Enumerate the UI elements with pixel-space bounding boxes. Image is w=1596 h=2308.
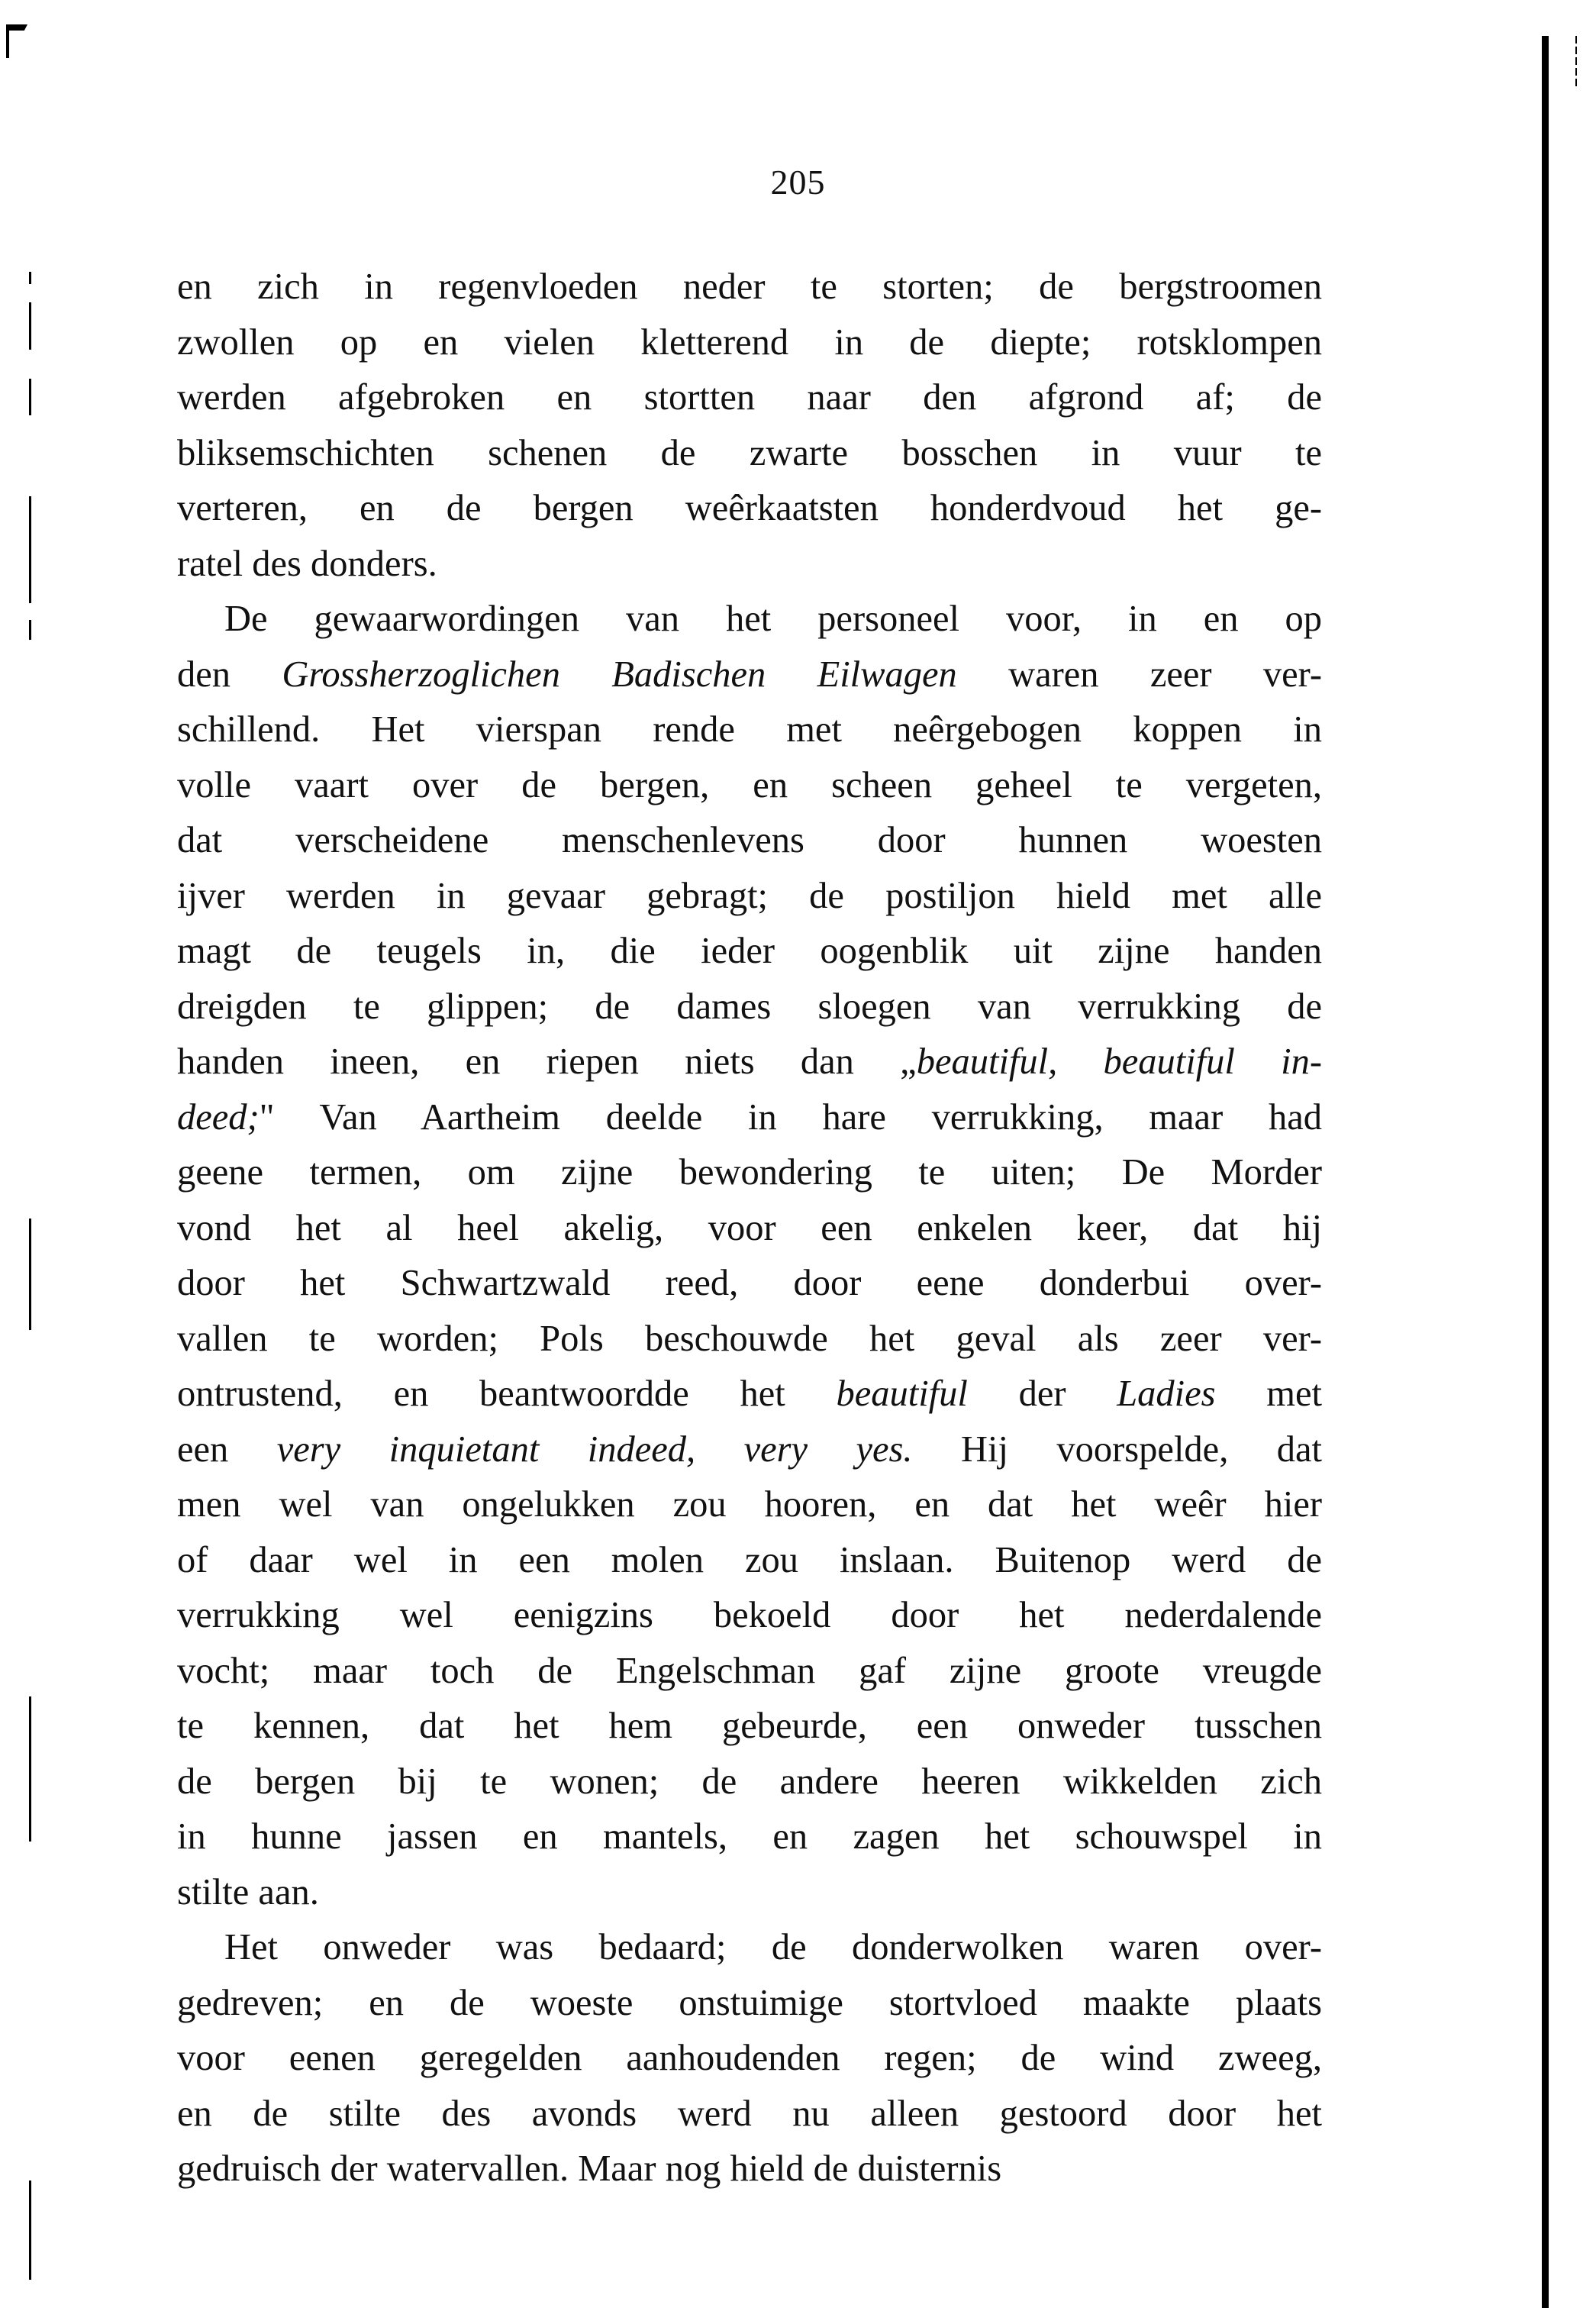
text-run: ratel des donders. [177, 543, 437, 584]
text-run: dreigden te glippen; de dames sloegen van verrukking de [177, 986, 1322, 1027]
text-line [177, 426, 1322, 482]
margin-mark [29, 2180, 31, 2280]
corner-mark-horizontal [6, 24, 27, 31]
text-line [177, 1422, 1322, 1478]
text-run: schillend. Het vierspan rende met neêrgebogen koppen in [177, 709, 1322, 750]
margin-mark [29, 272, 31, 284]
text-run: geene termen, om zijne bewondering te uiten; De Morder [177, 1152, 1322, 1193]
text-run: bliksemschichten schenen de zwarte bosschen in vuur te [177, 432, 1322, 473]
text-run: door het Schwartzwald reed, door eene donderbui over- [177, 1263, 1322, 1303]
text-run: Hij voorspelde, dat [912, 1428, 1323, 1470]
scan-right-edge-rule [1542, 36, 1549, 2308]
text-line [177, 1754, 1322, 1810]
margin-mark [29, 1696, 31, 1842]
text-line [177, 1920, 1322, 1976]
page-number: 205 [770, 163, 826, 202]
margin-mark [29, 302, 31, 350]
text-run: ontrustend, en beantwoordde het [177, 1374, 837, 1414]
text-run: Het onweder was bedaard; de donderwolken waren over- [224, 1927, 1322, 1967]
text-run: volle vaart over de bergen, en scheen geheel te vergeten, [177, 764, 1322, 805]
text-line [177, 702, 1322, 758]
paragraph [177, 260, 1322, 592]
text-line [177, 315, 1322, 371]
text-run: zwollen op en vielen kletterend in de diepte; rotsklompen [177, 321, 1322, 363]
text-line [177, 647, 1322, 703]
text-run: de bergen bij te wonen; de andere heeren wikkelden zich [177, 1761, 1322, 1802]
text-run: magt de teugels in, die ieder oogenblik uit zijne handen [177, 931, 1322, 971]
text-line [177, 1477, 1322, 1533]
text-line [177, 592, 1322, 647]
italic-run: beautiful, beautiful in- [916, 1041, 1322, 1082]
text-line [177, 260, 1322, 315]
text-line [177, 1145, 1322, 1201]
text-line [177, 1312, 1322, 1367]
scan-right-dashed-mark [1575, 36, 1577, 89]
text-run: te kennen, dat het hem gebeurde, een onweder tusschen [177, 1706, 1322, 1746]
text-line [177, 758, 1322, 814]
italic-run: Grossherzoglichen Badischen Eilwagen [282, 654, 957, 695]
text-run: men wel van ongelukken zou hooren, en dat het weêr hier [177, 1484, 1322, 1525]
margin-mark [29, 496, 31, 603]
text-run: handen ineen, en riepen niets dan „ [177, 1041, 917, 1082]
text-run: vocht; maar toch de Engelschman gaf zijne groote vreugde [177, 1650, 1322, 1691]
text-run: gedruisch der watervallen. Maar nog hield de duisternis [177, 2148, 1002, 2189]
text-run: vallen te worden; Pols beschouwde het geval als zeer ver- [177, 1318, 1322, 1359]
text-line [177, 2031, 1322, 2087]
text-line [177, 2142, 1322, 2197]
text-line [177, 370, 1322, 426]
text-line [177, 1533, 1322, 1589]
text-line [177, 537, 1322, 592]
text-run: der [967, 1374, 1117, 1414]
text-line [177, 1256, 1322, 1312]
text-line [177, 1090, 1322, 1146]
italic-run: Ladies [1117, 1374, 1216, 1414]
text-line [177, 2087, 1322, 2142]
italic-run: very inquietant indeed, very yes. [276, 1428, 913, 1470]
text-run: waren zeer ver- [956, 654, 1322, 695]
text-run: den [177, 654, 282, 695]
text-run: in hunne jassen en mantels, en zagen het schouwspel in [177, 1816, 1322, 1857]
text-run: stilte aan. [177, 1871, 319, 1913]
text-line [177, 1367, 1322, 1422]
paragraph [177, 592, 1322, 1920]
paragraph [177, 1920, 1322, 2197]
italic-run: deed; [177, 1096, 260, 1138]
text-run: en de stilte des avonds werd nu alleen gestoord door het [177, 2093, 1322, 2134]
margin-mark [29, 379, 31, 415]
text-run: en zich in regenvloeden neder te storten; de bergstroomen [177, 266, 1322, 307]
text-run: met [1215, 1374, 1322, 1414]
text-run: een [177, 1428, 277, 1470]
body-text [177, 260, 1322, 2197]
margin-mark [29, 1219, 31, 1330]
corner-mark-vertical [6, 24, 9, 58]
text-run: dat verscheidene menschenlevens door hunnen woesten [177, 820, 1322, 860]
text-line [177, 980, 1322, 1035]
text-run: ijver werden in gevaar gebragt; de postiljon hield met alle [177, 875, 1322, 916]
text-run: De gewaarwordingen van het personeel voor, in en op [224, 599, 1322, 639]
text-line [177, 481, 1322, 537]
text-line [177, 813, 1322, 869]
text-run: werden afgebroken en stortten naar den afgrond af; de [177, 377, 1322, 418]
text-line [177, 924, 1322, 980]
text-run: of daar wel in een molen zou inslaan. Buitenop werd de [177, 1539, 1322, 1580]
text-line [177, 1865, 1322, 1921]
text-line [177, 1201, 1322, 1257]
text-run: verteren, en de bergen weêrkaatsten honderdvoud het ge- [177, 488, 1322, 528]
text-line [177, 1809, 1322, 1865]
text-run: verrukking wel eenigzins bekoeld door het nederdalende [177, 1595, 1322, 1635]
margin-mark [29, 620, 31, 640]
text-run: voor eenen geregelden aanhoudenden regen; de wind zweeg, [177, 2038, 1322, 2078]
text-run: " Van Aartheim deelde in hare verrukking, maar had [259, 1096, 1322, 1138]
text-run: vond het al heel akelig, voor een enkelen keer, dat hij [177, 1207, 1322, 1248]
text-line [177, 1699, 1322, 1754]
text-run: gedreven; en de woeste onstuimige stortvloed maakte plaats [177, 1982, 1322, 2023]
text-line [177, 1976, 1322, 2032]
text-line [177, 1035, 1322, 1090]
text-line [177, 1588, 1322, 1644]
text-line [177, 869, 1322, 925]
italic-run: beautiful [836, 1374, 968, 1414]
text-line [177, 1644, 1322, 1700]
scan-corner-mark [6, 24, 29, 58]
